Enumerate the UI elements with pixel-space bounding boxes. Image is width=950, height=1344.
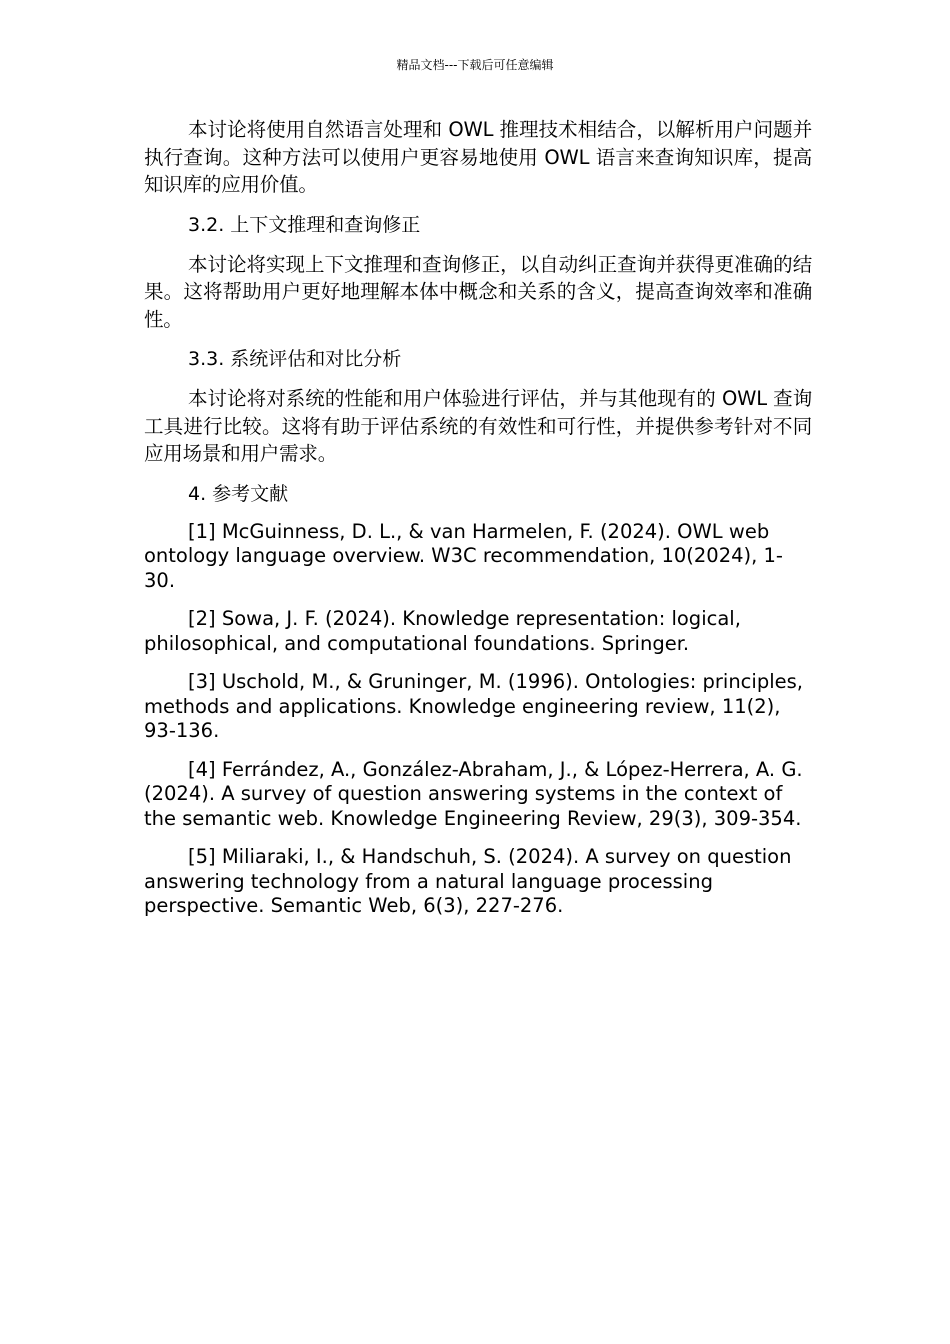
section-heading-3-2: 3.2. 上下文推理和查询修正 — [188, 213, 421, 236]
reference-item-3: [3] Uschold, M., & Gruninger, M. (1996). Ontologies: principles, methods and applications. Knowledge engineering review, 11(2), 93-136. — [144, 670, 803, 742]
body-paragraph-2: 本讨论将实现上下文推理和查询修正，以自动纠正查询并获得更准确的结果。这将帮助用户更好地理解本体中概念和关系的含义，提高查询效率和准确性。 — [144, 252, 812, 331]
reference-item-2: [2] Sowa, J. F. (2024). Knowledge representation: logical, philosophical, and computational foundations. Springer. — [144, 607, 741, 655]
reference-item-1: [1] McGuinness, D. L., & van Harmelen, F. (2024). OWL web ontology language overview. W3C recommendation, 10(2024), 1-30. — [144, 519, 783, 592]
section-heading-3-3: 3.3. 系统评估和对比分析 — [188, 348, 402, 370]
document-body — [144, 116, 812, 933]
page-header: 精品文档---下载后可任意编辑 — [396, 58, 554, 72]
section-heading-references: 4. 参考文献 — [188, 482, 289, 505]
reference-item-5: [5] Miliaraki, I., & Handschuh, S. (2024). A survey on question answering technology from a natural language processing perspective. Semantic Web, 6(3), 227-276. — [144, 845, 792, 917]
reference-item-4: [4] Ferrández, A., González-Abraham, J., & López-Herrera, A. G. (2024). A survey of question answering systems in the context of the semantic web. Knowledge Engineering Review, 29(3), 309-354. — [144, 757, 803, 830]
body-paragraph-1: 本讨论将使用自然语言处理和 OWL 推理技术相结合，以解析用户问题并执行查询。这种方法可以使用户更容易地使用 OWL 语言来查询知识库，提高知识库的应用价值。 — [144, 118, 812, 196]
body-paragraph-3: 本讨论将对系统的性能和用户体验进行评估，并与其他现有的 OWL 查询工具进行比较。这将有助于评估系统的有效性和可行性，并提供参考针对不同应用场景和用户需求。 — [144, 387, 812, 465]
